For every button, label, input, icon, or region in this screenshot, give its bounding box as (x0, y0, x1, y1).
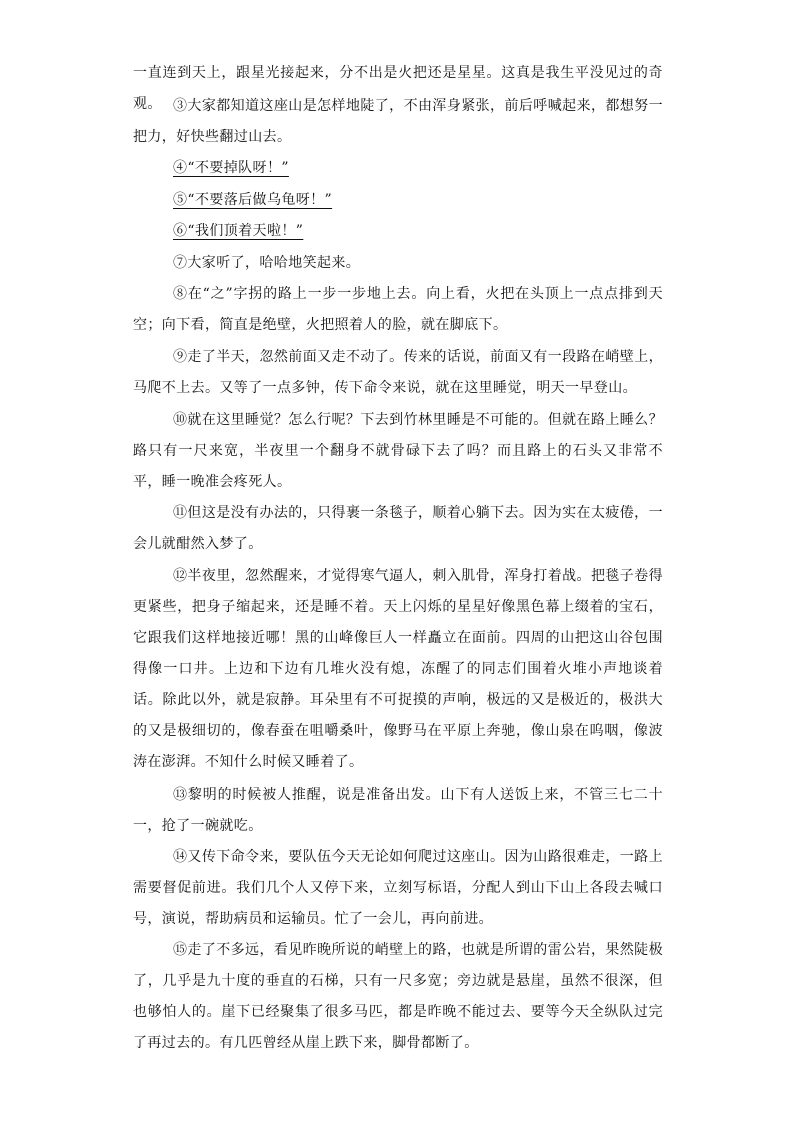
paragraph-15: ⑮走了不多远，看见昨晚所说的峭壁上的路，也就是所谓的雷公岩，果然陡极了，几乎是九十度的垂直的石梯，只有一尺多宽；旁边就是悬崖，虽然不很深，但也够怕人的。崖下已经聚集了很多马匹，都是昨晚不能过去、要等今天全纵队过完了再过去的。有几匹曾经从崖上跌下来，脚骨都断了。 (133, 942, 663, 1051)
paragraph-11: ⑪但这是没有办法的，只得裹一条毯子，顺着心躺下去。因为实在太疲倦，一会儿就酣然入梦了。 (133, 505, 663, 552)
paragraph-8: ⑧在“之”字拐的路上一步一步地上去。向上看，火把在头顶上一点点排到天空；向下看，简直是绝壁，火把照着人的脸，就在脚底下。 (133, 286, 663, 333)
paragraph-7: ⑦大家听了，哈哈地笑起来。 (173, 255, 361, 271)
paragraph-9: ⑨走了半天，忽然前面又走不动了。传来的话说，前面又有一段路在峭壁上，马爬不上去。又等了一点多钟，传下命令来说，就在这里睡觉，明天一早登山。 (133, 349, 663, 396)
paragraph-4 (133, 153, 663, 184)
paragraph-13: ⑬黎明的时候被人推醒，说是准备出发。山下有人送饭上来，不管三七二十一，抢了一碗就吃。 (133, 787, 663, 834)
paragraph-6 (133, 216, 663, 247)
quote-line-4: ④“不要掉队呀！” (173, 160, 289, 176)
quote-line-6: ⑥“我们顶着天啦！” (173, 223, 304, 239)
paragraph-5 (133, 185, 663, 216)
paragraph-1: 一直连到天上，跟星光接起来，分不出是火把还是星星。这真是我生平没见过的奇观。 (133, 65, 663, 112)
quote-line-5: ⑤“不要落后做乌龟呀！” (173, 192, 333, 208)
paragraph-14: ⑭又传下命令来，要队伍今天无论如何爬过这座山。因为山路很难走，一路上需要督促前进。我们几个人又停下来，立刻写标语，分配人到山下山上各段去喊口号，演说，帮助病员和运输员。忙了一会儿，再向前进。 (133, 849, 663, 927)
paragraph-12: ⑫半夜里，忽然醒来，才觉得寒气逼人，刺入肌骨，浑身打着战。把毯子卷得更紧些，把身子缩起来，还是睡不着。天上闪烁的星星好像黑色幕上缀着的宝石，它跟我们这样地接近哪！黑的山峰像巨人一样矗立在面前。四周的山把这山谷包围得像一口井。上边和下边有几堆火没有熄，冻醒了的同志们围着火堆小声地谈着话。除此以外，就是寂静。耳朵里有不可捉摸的声响，极远的又是极近的，极洪大的又是极细切的，像春蚕在咀嚼桑叶，像野马在平原上奔驰，像山泉在呜咽，像波涛在澎湃。不知什么时候又睡着了。 (133, 568, 663, 770)
paragraph-10: ⑩就在这里睡觉？怎么行呢？下去到竹林里睡是不可能的。但就在路上睡么？路只有一尺来宽，半夜里一个翻身不就骨碌下去了吗？而且路上的石头又非常不平，睡一晚准会疼死人。 (133, 412, 663, 490)
paragraph-3: ③大家都知道这座山是怎样地陡了，不由浑身紧张，前后呼喊起来，都想努一把力，好快些翻过山去。 (133, 98, 663, 145)
